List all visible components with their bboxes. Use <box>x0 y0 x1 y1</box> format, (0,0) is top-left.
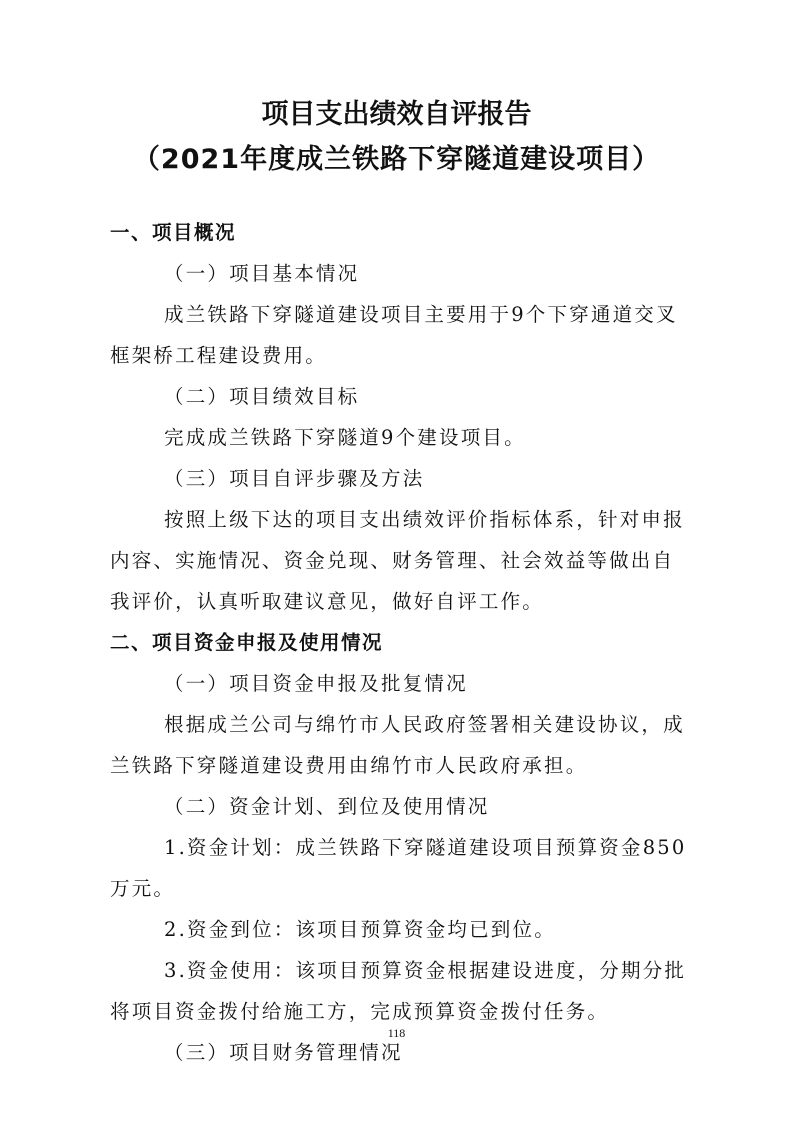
report-body <box>110 212 687 1073</box>
paragraph-line: 1.资金计划：成兰铁路下穿隧道建设项目预算资金850 <box>164 836 687 859</box>
subsection-heading-funding-plan: （二）资金计划、到位及使用情况 <box>164 795 490 818</box>
paragraph-line: 3.资金使用：该项目预算资金根据建设进度，分期分批 <box>164 959 687 982</box>
subsection-heading-basic-info: （一）项目基本情况 <box>164 262 360 285</box>
paragraph-line: 万元。 <box>110 877 176 900</box>
report-subtitle: （2021年度成兰铁路下穿隧道建设项目） <box>132 144 661 175</box>
paragraph-line: 2.资金到位：该项目预算资金均已到位。 <box>164 918 556 941</box>
subsection-heading-financial-management: （三）项目财务管理情况 <box>164 1041 403 1064</box>
paragraph-line: 根据成兰公司与绵竹市人民政府签署相关建设协议，成 <box>164 713 685 736</box>
subsection-heading-evaluation-method: （三）项目自评步骤及方法 <box>164 467 425 490</box>
paragraph-line: 完成成兰铁路下穿隧道9个建设项目。 <box>164 426 526 449</box>
paragraph-line: 成兰铁路下穿隧道建设项目主要用于9个下穿通道交叉 <box>164 303 678 326</box>
paragraph-line: 内容、实施情况、资金兑现、财务管理、社会效益等做出自 <box>110 549 675 572</box>
paragraph-line: 将项目资金拨付给施工方，完成预算资金拨付任务。 <box>110 1000 610 1023</box>
section-heading-funding: 二、项目资金申报及使用情况 <box>110 631 384 654</box>
subsection-heading-funding-approval: （一）项目资金申报及批复情况 <box>164 672 468 695</box>
paragraph-line: 框架桥工程建设费用。 <box>110 344 328 367</box>
paragraph-line: 我评价，认真听取建议意见，做好自评工作。 <box>110 590 545 613</box>
section-heading-project-overview: 一、项目概况 <box>110 221 237 244</box>
paragraph-line: 兰铁路下穿隧道建设费用由绵竹市人民政府承担。 <box>110 754 588 777</box>
subsection-heading-performance-goal: （二）项目绩效目标 <box>164 385 360 408</box>
page-number: 118 <box>387 1026 406 1040</box>
report-title: 项目支出绩效自评报告 <box>261 99 532 130</box>
paragraph-line: 按照上级下达的项目支出绩效评价指标体系，针对申报 <box>164 508 685 531</box>
